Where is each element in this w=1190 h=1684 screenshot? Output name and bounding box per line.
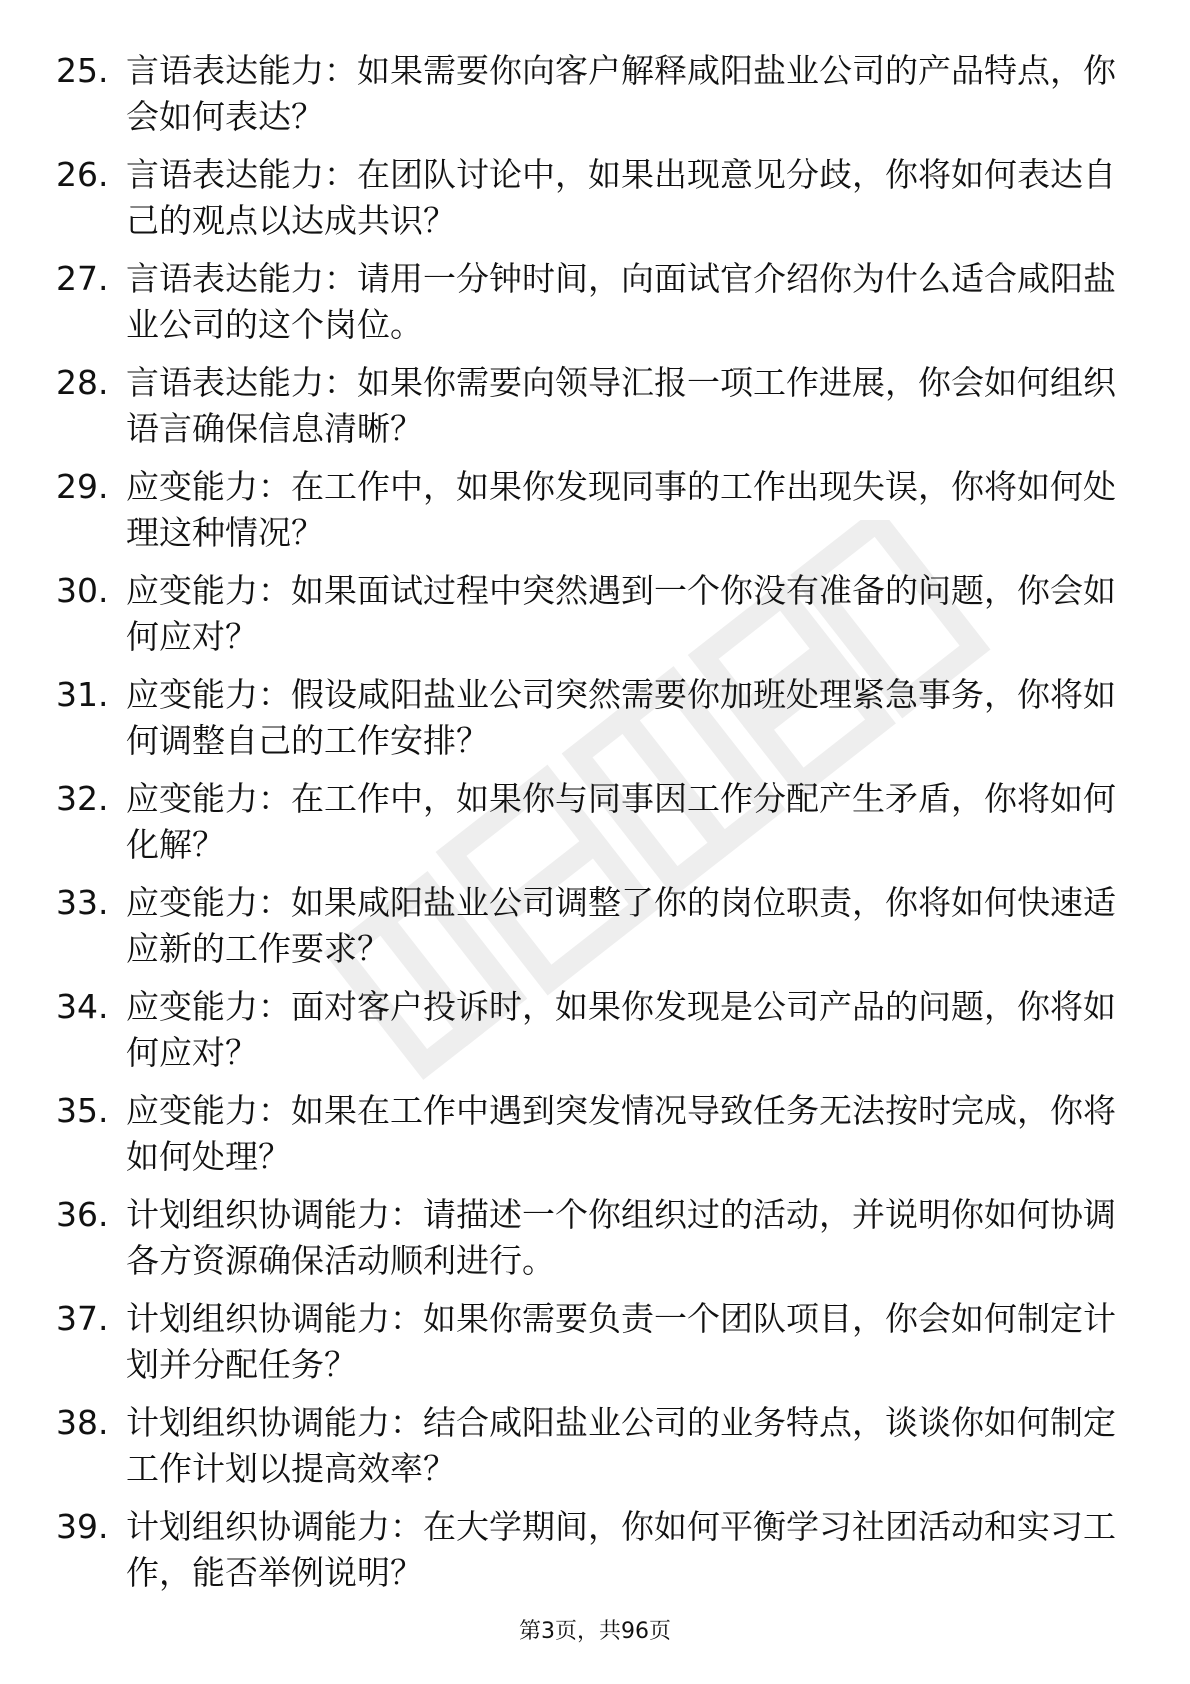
question-text: 计划组织协调能力：结合咸阳盐业公司的业务特点，谈谈你如何制定工作计划以提高效率？ bbox=[126, 1403, 1116, 1488]
question-item bbox=[56, 672, 1116, 764]
question-text: 应变能力：面对客户投诉时，如果你发现是公司产品的问题，你将如何应对？ bbox=[126, 987, 1116, 1072]
question-number: 32. bbox=[56, 779, 109, 818]
page-footer bbox=[0, 1617, 1190, 1647]
question-text: 应变能力：如果在工作中遇到突发情况导致任务无法按时完成，你将如何处理？ bbox=[126, 1091, 1116, 1176]
question-number: 37. bbox=[56, 1299, 109, 1338]
question-list bbox=[56, 48, 1116, 1608]
question-number: 28. bbox=[56, 363, 109, 402]
question-item bbox=[56, 256, 1116, 348]
question-item bbox=[56, 1296, 1116, 1388]
question-item bbox=[56, 1504, 1116, 1596]
question-text: 言语表达能力：如果需要你向客户解释咸阳盐业公司的产品特点，你会如何表达？ bbox=[126, 51, 1116, 136]
question-text: 计划组织协调能力：请描述一个你组织过的活动，并说明你如何协调各方资源确保活动顺利进行。 bbox=[126, 1195, 1116, 1280]
question-text: 应变能力：如果面试过程中突然遇到一个你没有准备的问题，你会如何应对？ bbox=[126, 571, 1116, 656]
question-item bbox=[56, 1088, 1116, 1180]
question-number: 31. bbox=[56, 675, 109, 714]
question-item bbox=[56, 1400, 1116, 1492]
question-text: 言语表达能力：在团队讨论中，如果出现意见分歧，你将如何表达自己的观点以达成共识？ bbox=[126, 155, 1116, 240]
question-number: 25. bbox=[56, 51, 109, 90]
question-text: 计划组织协调能力：如果你需要负责一个团队项目，你会如何制定计划并分配任务？ bbox=[126, 1299, 1116, 1384]
question-item bbox=[56, 568, 1116, 660]
question-text: 应变能力：在工作中，如果你发现同事的工作出现失误，你将如何处理这种情况？ bbox=[126, 467, 1116, 552]
question-number: 38. bbox=[56, 1403, 109, 1442]
question-text: 言语表达能力：如果你需要向领导汇报一项工作进展，你会如何组织语言确保信息清晰？ bbox=[126, 363, 1116, 448]
question-text: 计划组织协调能力：在大学期间，你如何平衡学习社团活动和实习工作，能否举例说明？ bbox=[126, 1507, 1116, 1592]
question-item bbox=[56, 464, 1116, 556]
question-text: 应变能力：假设咸阳盐业公司突然需要你加班处理紧急事务，你将如何调整自己的工作安排？ bbox=[126, 675, 1116, 760]
question-item bbox=[56, 880, 1116, 972]
question-number: 26. bbox=[56, 155, 109, 194]
question-number: 34. bbox=[56, 987, 109, 1026]
question-number: 27. bbox=[56, 259, 109, 298]
question-text: 应变能力：如果咸阳盐业公司调整了你的岗位职责，你将如何快速适应新的工作要求？ bbox=[126, 883, 1116, 968]
question-text: 言语表达能力：请用一分钟时间，向面试官介绍你为什么适合咸阳盐业公司的这个岗位。 bbox=[126, 259, 1116, 344]
question-item bbox=[56, 360, 1116, 452]
question-number: 29. bbox=[56, 467, 109, 506]
question-item bbox=[56, 152, 1116, 244]
question-item bbox=[56, 48, 1116, 140]
question-item bbox=[56, 984, 1116, 1076]
question-number: 35. bbox=[56, 1091, 109, 1130]
question-number: 36. bbox=[56, 1195, 109, 1234]
question-number: 30. bbox=[56, 571, 109, 610]
question-text: 应变能力：在工作中，如果你与同事因工作分配产生矛盾，你将如何化解？ bbox=[126, 779, 1116, 864]
question-number: 33. bbox=[56, 883, 109, 922]
question-item bbox=[56, 1192, 1116, 1284]
question-item bbox=[56, 776, 1116, 868]
page-number-label: 第3页，共96页 bbox=[519, 1619, 671, 1644]
question-number: 39. bbox=[56, 1507, 109, 1546]
